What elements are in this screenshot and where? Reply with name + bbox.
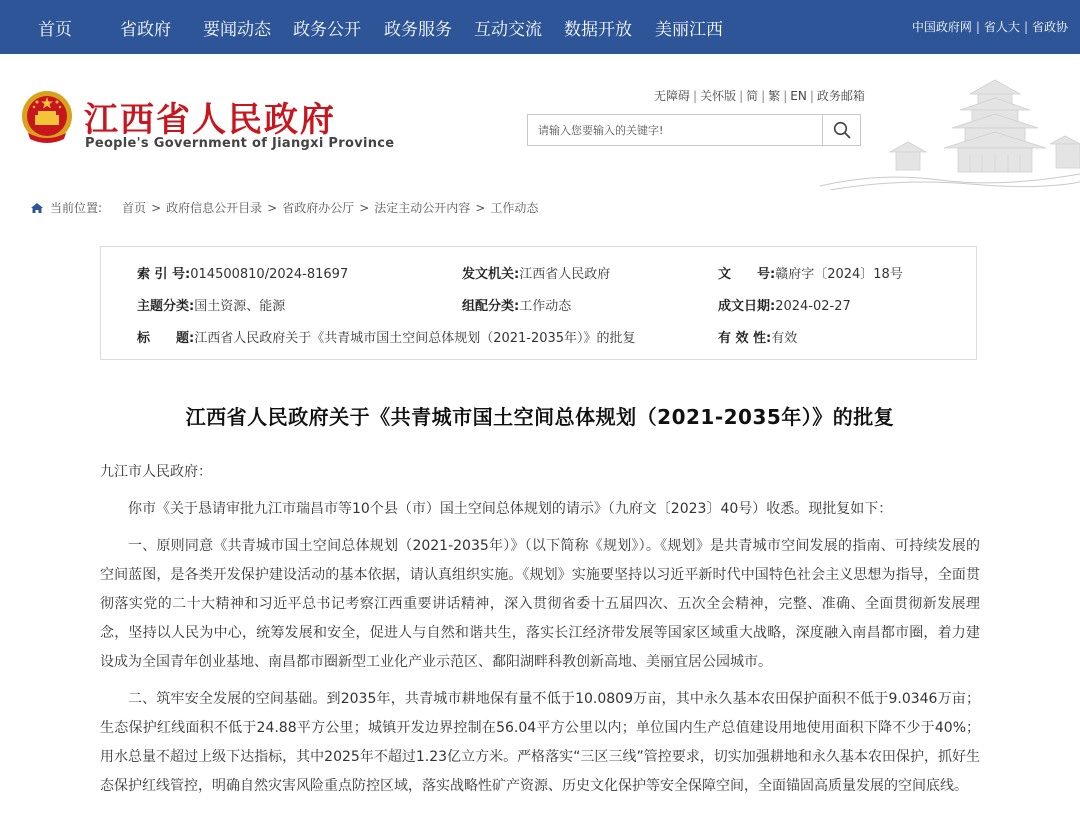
- link-provincial-cppcc[interactable]: 省政协: [1031, 20, 1068, 34]
- breadcrumb-info-catalog[interactable]: 政府信息公开目录: [166, 201, 263, 215]
- document-title: 江西省人民政府关于《共青城市国土空间总体规划（2021-2035年）》的批复: [185, 405, 895, 429]
- meta-index-label: 索 引 号:: [137, 267, 191, 282]
- meta-validity: [718, 327, 797, 346]
- meta-docno-value: 赣府字〔2024〕18号: [775, 267, 903, 282]
- meta-date-value: 2024-02-27: [775, 299, 851, 314]
- breadcrumb-statutory-content[interactable]: 法定主动公开内容: [374, 201, 471, 215]
- search-box: [527, 114, 861, 146]
- link-separator: |: [783, 89, 788, 103]
- nav-home[interactable]: 首页: [38, 19, 72, 40]
- site-title: 江西省人民政府: [84, 100, 336, 140]
- breadcrumb-work-news[interactable]: 工作动态: [490, 201, 539, 215]
- link-gov-email[interactable]: 政务邮箱: [816, 89, 865, 103]
- link-care-version[interactable]: 关怀版: [700, 89, 737, 103]
- breadcrumb-home[interactable]: 首页: [122, 201, 147, 215]
- meta-issuer: [462, 263, 610, 282]
- body-paragraph: 你市《关于恳请审批九江市瑞昌市等10个县（市）国土空间总体规划的请示》（九府文〔2023〕40号）收悉。现批复如下：: [128, 501, 893, 517]
- meta-group-label: 组配分类:: [462, 299, 520, 314]
- meta-index: [137, 263, 348, 282]
- nav-open-data[interactable]: 数据开放: [564, 19, 632, 40]
- home-icon: [30, 202, 44, 214]
- nav-provincial-gov[interactable]: 省政府: [120, 19, 171, 40]
- link-separator: |: [809, 89, 814, 103]
- link-traditional[interactable]: 繁: [768, 89, 781, 103]
- link-separator: |: [1023, 20, 1028, 34]
- breadcrumb-label: 当前位置:: [50, 201, 103, 215]
- nav-interaction[interactable]: 互动交流: [474, 19, 542, 40]
- national-emblem-icon: [20, 89, 74, 147]
- breadcrumb-separator: >: [359, 200, 370, 215]
- nav-beautiful-jiangxi[interactable]: 美丽江西: [655, 19, 723, 40]
- link-separator: |: [693, 89, 698, 103]
- meta-title: [137, 327, 636, 346]
- document-body: [100, 458, 980, 809]
- meta-topic-label: 主题分类:: [137, 299, 195, 314]
- meta-title-label: 标 题:: [137, 331, 195, 346]
- link-china-gov[interactable]: 中国政府网: [911, 20, 972, 34]
- breadcrumb: [30, 199, 538, 216]
- link-accessibility[interactable]: 无障碍: [654, 89, 691, 103]
- nav-news[interactable]: 要闻动态: [203, 19, 271, 40]
- link-separator: |: [761, 89, 766, 103]
- search-input[interactable]: [528, 115, 822, 145]
- site-header: [0, 54, 1080, 190]
- breadcrumb-separator: >: [267, 200, 278, 215]
- link-separator: |: [739, 89, 744, 103]
- meta-title-value: 江西省人民政府关于《共青城市国土空间总体规划（2021-2035年）》的批复: [194, 331, 636, 346]
- meta-date: [718, 295, 851, 314]
- meta-group: [462, 295, 571, 314]
- document-metadata-box: [100, 246, 977, 360]
- top-nav: [0, 0, 1080, 54]
- meta-docno: [718, 263, 903, 282]
- breadcrumb-separator: >: [475, 200, 486, 215]
- external-links: [912, 18, 1068, 35]
- meta-validity-label: 有 效 性:: [718, 331, 772, 346]
- meta-topic: [137, 295, 285, 314]
- meta-date-label: 成文日期:: [718, 299, 776, 314]
- meta-topic-value: 国土资源、能源: [194, 299, 286, 314]
- site-subtitle: People's Government of Jiangxi Province: [85, 136, 395, 151]
- link-provincial-congress[interactable]: 省人大: [983, 20, 1020, 34]
- meta-validity-value: 有效: [771, 331, 798, 346]
- body-paragraph: 一、原则同意《共青城市国土空间总体规划（2021-2035年）》（以下简称《规划》）。《规划》是共青城市空间发展的指南、可持续发展的空间蓝图，是各类开发保护建设活动的基本依据，请认真组织实施。《规划》实施要坚持以习近平新时代中国特色社会主义思想为指导，全面贯彻落实党的二十大精神和习近平总书记考察江西重要讲话精神，深入贯彻省委十五届四次、五次全会精神，完整、准确、全面贯彻新发展理念，坚持以人民为中心，统筹发展和安全，促进人与自然和谐共生，落实长江经济带发展等国家区域重大战略，深度融入南昌都市圈，着力建设成为全国青年创业基地、南昌都市圈新型工业化产业示范区、鄱阳湖畔科教创新高地、美丽宜居公园城市。: [100, 538, 980, 670]
- meta-docno-label: 文 号:: [718, 267, 776, 282]
- body-paragraph: 二、筑牢安全发展的空间基础。到2035年，共青城市耕地保有量不低于10.0809万亩，其中永久基本农田保护面积不低于9.0346万亩；生态保护红线面积不低于24.88平方公里；城镇开发边界控制在56.04平方公里以内；单位国内生产总值建设用地使用面积下降不少于40%；用水总量不超过上级下达指标，其中2025年不超过1.23亿立方米。严格落实“三区三线”管控要求，切实加强耕地和永久基本农田保护，抓好生态保护红线管控，明确自然灾害风险重点防控区域，落实战略性矿产资源、历史文化保护等安全保障空间，全面锚固高质量发展的空间底线。: [100, 691, 980, 794]
- link-separator: |: [975, 20, 980, 34]
- link-english[interactable]: EN: [790, 89, 807, 103]
- pavilion-illustration: [820, 74, 1080, 190]
- meta-index-value: 014500810/2024-81697: [190, 267, 349, 282]
- breadcrumb-separator: >: [151, 200, 162, 215]
- meta-issuer-label: 发文机关:: [462, 267, 520, 282]
- nav-gov-affairs-open[interactable]: 政务公开: [293, 19, 361, 40]
- link-simplified[interactable]: 简: [746, 89, 759, 103]
- nav-gov-services[interactable]: 政务服务: [384, 19, 452, 40]
- meta-issuer-value: 江西省人民政府: [519, 267, 611, 282]
- salutation: 九江市人民政府：: [100, 464, 212, 480]
- breadcrumb-general-office[interactable]: 省政府办公厅: [282, 201, 355, 215]
- meta-group-value: 工作动态: [519, 299, 572, 314]
